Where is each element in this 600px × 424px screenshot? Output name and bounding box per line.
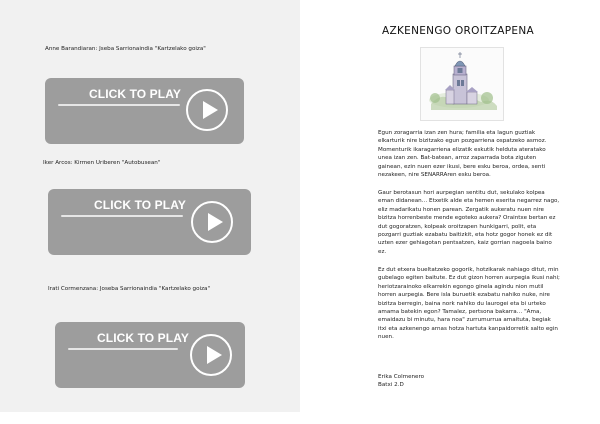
class-label: Batxi 2.D: [378, 382, 404, 388]
play-icon[interactable]: [190, 334, 232, 376]
play-button-label: CLICK TO PLAY: [97, 331, 189, 345]
progress-line: [58, 104, 180, 106]
track-caption-1: Anne Barandiaran: Jseba Sarrionaindia "Kartzelako goiza": [45, 46, 206, 52]
progress-line: [68, 348, 178, 350]
church-tower-image: [420, 47, 504, 121]
play-icon[interactable]: [186, 89, 228, 131]
progress-line: [61, 215, 183, 217]
play-button-2[interactable]: [48, 189, 251, 255]
paragraph-2: Gaur berotasun hori aurpegian sentitu dut, sekulako kolpea eman didanean… Etxetik alde eta hemen eserita negarrez nago, eliz madarikatu honen parean. Zergatik aukeratu nuen nire bizitza horrenbeste mende egoteko aukera? Oraintxe bertan ez dut gogoratzen, kolpeak oroitzapen hunkigarri, polit, eta pozgarri guztiak ezabatu baitizkit, eta hotz gogor honek ez dit uzten ezer gehiagotan pentsatzen, kaiz gorrian nagoela baino ez.: [378, 190, 560, 255]
paragraph-1: Egun zoragarria izan zen hura; familia eta lagun guztiak elkarturik nire bizitzako egun pozgarriena ospatzeko asmoz. Momenturik ikaragarriena elizatik eskutik helduta ateratako unea izan zen. Bat-batean, arroz zaparrada bota ziguten gainean, ezin nuen ezer ikusi, bere esku beroa, ordea, senti nezakeen, nire SENARRAren esku beroa.: [378, 130, 547, 179]
article-title: AZKENENGO OROITZAPENA: [382, 25, 534, 37]
play-icon[interactable]: [191, 201, 233, 243]
church-tower-watercolor-icon: [421, 48, 503, 120]
play-button-1[interactable]: [45, 78, 244, 144]
play-button-3[interactable]: [55, 322, 245, 388]
paragraph-3: Ez dut etxera bueltatzeko gogorik, hotzikarak nahiago ditut, min gubelago egiten baitute. Ez dut gizon horren aurpegia ikusi nahi; heriotzarainoko elkarrekin egongo ginela agindu nion mutil horren aurpegia. Bere isla buruetik ezabatu nahiko nuke, nire bizitza berregin, baina nork nahiko du laurogei eta bi urteko amama batekin egon? Tamalez, pertsona bakarra… "Ama, emaidazu bi minutu, hara noa" zurrumurrua amaituta, begiak itxi eta azkenengo arnas hotza hartuta kanpaidorretik salto egin nuen.: [378, 267, 560, 341]
track-caption-3: Irati Cormenzana: Joseba Sarrionaindia "Kartzelako goiza": [48, 286, 211, 292]
play-button-label: CLICK TO PLAY: [94, 198, 186, 212]
author-name: Erika Colmenero: [378, 374, 425, 380]
play-button-label: CLICK TO PLAY: [89, 87, 181, 101]
track-caption-2: Iker Arcos: Kirmen Uriberen "Autobusean": [43, 160, 161, 166]
